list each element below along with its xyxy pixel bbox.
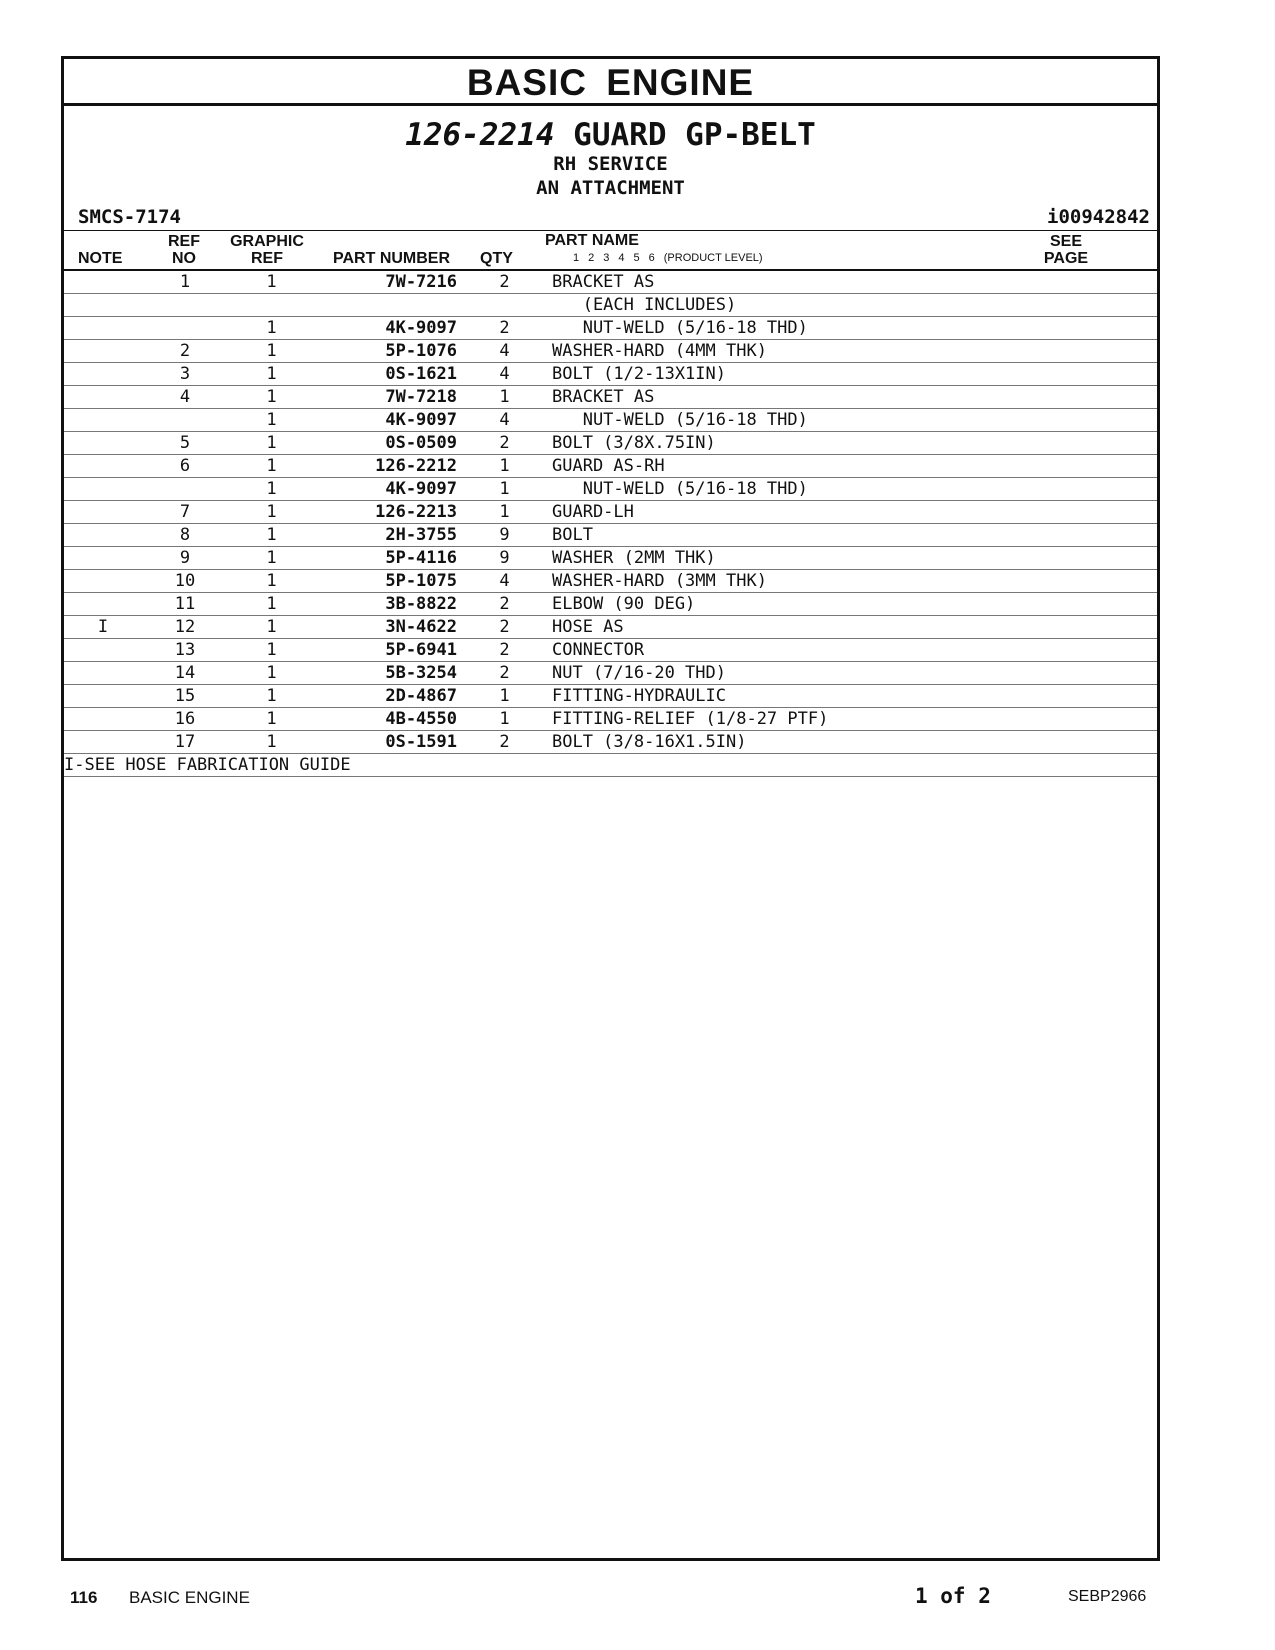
level-6: 6 xyxy=(648,252,655,264)
qty-cell: 2 xyxy=(457,432,552,455)
footnote: I-SEE HOSE FABRICATION GUIDE xyxy=(64,754,1157,777)
graphic-ref-cell: 1 xyxy=(228,662,315,685)
part-number-cell: 0S-0509 xyxy=(315,432,457,455)
col-see-page-line2: PAGE xyxy=(1043,250,1089,267)
col-see-page-line1: SEE xyxy=(1049,233,1082,250)
part-name-cell: FITTING-RELIEF (1/8-27 PTF) xyxy=(552,708,1157,731)
ref-no-cell: 12 xyxy=(142,616,228,639)
table-row xyxy=(64,294,1157,317)
product-levels xyxy=(573,252,772,264)
note-cell xyxy=(64,547,142,570)
note-cell xyxy=(64,455,142,478)
note-cell xyxy=(64,409,142,432)
table-row xyxy=(64,570,1157,593)
part-name-cell: GUARD AS-RH xyxy=(552,455,1157,478)
part-number-cell: 2H-3755 xyxy=(315,524,457,547)
level-2: 2 xyxy=(588,252,595,264)
table-row xyxy=(64,478,1157,501)
part-number-cell: 5P-1075 xyxy=(315,570,457,593)
note-cell xyxy=(64,317,142,340)
qty-cell: 9 xyxy=(457,524,552,547)
ref-no-cell: 1 xyxy=(142,271,228,294)
part-name-cell: WASHER (2MM THK) xyxy=(552,547,1157,570)
col-part-number: PART NUMBER xyxy=(333,250,451,267)
ref-no-cell: 5 xyxy=(142,432,228,455)
section-title-band xyxy=(64,59,1157,106)
page-frame xyxy=(61,56,1160,1561)
smcs-code: SMCS-7174 xyxy=(78,206,181,228)
part-number-cell: 4K-9097 xyxy=(315,478,457,501)
graphic-ref-cell: 1 xyxy=(228,386,315,409)
table-row xyxy=(64,593,1157,616)
graphic-ref-cell: 1 xyxy=(228,524,315,547)
graphic-ref-cell: 1 xyxy=(228,593,315,616)
table-row xyxy=(64,708,1157,731)
id-row xyxy=(64,200,1157,230)
part-number-cell: 0S-1591 xyxy=(315,731,457,754)
qty-cell: 2 xyxy=(457,317,552,340)
qty-cell: 4 xyxy=(457,409,552,432)
ref-no-cell: 10 xyxy=(142,570,228,593)
qty-cell: 1 xyxy=(457,685,552,708)
part-number-cell: 7W-7218 xyxy=(315,386,457,409)
group-part-number: 126-2214 xyxy=(405,117,555,153)
part-name-cell: GUARD-LH xyxy=(552,501,1157,524)
parts-table xyxy=(64,271,1157,777)
graphic-ref-cell: 1 xyxy=(228,708,315,731)
table-row xyxy=(64,271,1157,294)
col-note: NOTE xyxy=(78,250,123,267)
graphic-ref-cell: 1 xyxy=(228,317,315,340)
qty-cell: 2 xyxy=(457,639,552,662)
ref-no-cell: 8 xyxy=(142,524,228,547)
ref-no-cell: 13 xyxy=(142,639,228,662)
footnote-row xyxy=(64,754,1157,777)
level-1: 1 xyxy=(573,252,580,264)
section-title: BASIC ENGINE xyxy=(466,62,755,103)
graphic-ref-cell xyxy=(228,294,315,317)
part-heading xyxy=(64,118,1157,200)
note-cell: I xyxy=(64,616,142,639)
column-header xyxy=(64,230,1157,271)
part-name-cell: NUT-WELD (5/16-18 THD) xyxy=(552,409,1157,432)
note-cell xyxy=(64,685,142,708)
qty-cell: 1 xyxy=(457,386,552,409)
part-heading-main xyxy=(64,118,1157,152)
ref-no-cell: 16 xyxy=(142,708,228,731)
level-4: 4 xyxy=(618,252,625,264)
ref-no-cell xyxy=(142,317,228,340)
part-number-cell: 2D-4867 xyxy=(315,685,457,708)
note-cell xyxy=(64,271,142,294)
part-number-cell: 5P-4116 xyxy=(315,547,457,570)
graphic-ref-cell: 1 xyxy=(228,616,315,639)
table-row xyxy=(64,662,1157,685)
table-row xyxy=(64,455,1157,478)
part-number-cell xyxy=(315,294,457,317)
ref-no-cell: 9 xyxy=(142,547,228,570)
graphic-ref-cell: 1 xyxy=(228,271,315,294)
graphic-ref-cell: 1 xyxy=(228,639,315,662)
graphic-ref-cell: 1 xyxy=(228,432,315,455)
graphic-ref-cell: 1 xyxy=(228,409,315,432)
part-name-cell: NUT (7/16-20 THD) xyxy=(552,662,1157,685)
footer-page-number: 116 xyxy=(70,1588,98,1607)
qty-cell: 1 xyxy=(457,501,552,524)
col-graphic-ref-line1: GRAPHIC xyxy=(230,233,304,250)
level-5: 5 xyxy=(633,252,640,264)
col-part-name: PART NAME xyxy=(545,232,639,249)
table-row xyxy=(64,685,1157,708)
col-ref-no-line1: REF xyxy=(168,233,200,250)
part-number-cell: 126-2212 xyxy=(315,455,457,478)
qty-cell: 4 xyxy=(457,363,552,386)
table-row xyxy=(64,432,1157,455)
graphic-ref-cell: 1 xyxy=(228,731,315,754)
table-row xyxy=(64,547,1157,570)
part-name-cell: BOLT xyxy=(552,524,1157,547)
part-name-cell: ELBOW (90 DEG) xyxy=(552,593,1157,616)
part-number-cell: 5P-6941 xyxy=(315,639,457,662)
ref-no-cell: 6 xyxy=(142,455,228,478)
qty-cell: 9 xyxy=(457,547,552,570)
col-qty: QTY xyxy=(480,250,513,267)
graphic-ref-cell: 1 xyxy=(228,363,315,386)
note-cell xyxy=(64,708,142,731)
col-ref-no-line2: NO xyxy=(172,250,196,267)
note-cell xyxy=(64,501,142,524)
footer-doc-id: SEBP2966 xyxy=(1068,1588,1147,1605)
part-number-cell: 7W-7216 xyxy=(315,271,457,294)
note-cell xyxy=(64,662,142,685)
note-cell xyxy=(64,570,142,593)
table-row xyxy=(64,639,1157,662)
col-ref-no xyxy=(164,233,204,267)
level-3: 3 xyxy=(603,252,610,264)
heading-line-1: RH SERVICE xyxy=(553,153,668,175)
ref-no-cell xyxy=(142,294,228,317)
qty-cell: 1 xyxy=(457,478,552,501)
part-name-cell: FITTING-HYDRAULIC xyxy=(552,685,1157,708)
table-row xyxy=(64,731,1157,754)
part-name-cell: NUT-WELD (5/16-18 THD) xyxy=(552,478,1157,501)
part-number-cell: 4K-9097 xyxy=(315,317,457,340)
product-level-label: (PRODUCT LEVEL) xyxy=(663,252,763,264)
qty-cell: 1 xyxy=(457,455,552,478)
qty-cell: 2 xyxy=(457,662,552,685)
col-graphic-ref-line2: REF xyxy=(251,250,283,267)
part-number-cell: 3B-8822 xyxy=(315,593,457,616)
ref-no-cell: 17 xyxy=(142,731,228,754)
note-cell xyxy=(64,294,142,317)
table-row xyxy=(64,363,1157,386)
footer-section: BASIC ENGINE xyxy=(129,1588,250,1607)
graphic-ref-cell: 1 xyxy=(228,478,315,501)
parts-table-body xyxy=(64,271,1157,754)
part-name-cell: CONNECTOR xyxy=(552,639,1157,662)
table-row xyxy=(64,386,1157,409)
table-row xyxy=(64,616,1157,639)
illustration-id: i00942842 xyxy=(1047,206,1150,228)
graphic-ref-cell: 1 xyxy=(228,455,315,478)
part-name-cell: HOSE AS xyxy=(552,616,1157,639)
qty-cell: 2 xyxy=(457,616,552,639)
ref-no-cell xyxy=(142,478,228,501)
table-row xyxy=(64,340,1157,363)
graphic-ref-cell: 1 xyxy=(228,570,315,593)
graphic-ref-cell: 1 xyxy=(228,501,315,524)
part-name-cell: BRACKET AS xyxy=(552,386,1157,409)
heading-line-2: AN ATTACHMENT xyxy=(536,177,685,199)
ref-no-cell: 14 xyxy=(142,662,228,685)
note-cell xyxy=(64,386,142,409)
part-number-cell: 4K-9097 xyxy=(315,409,457,432)
graphic-ref-cell: 1 xyxy=(228,685,315,708)
ref-no-cell: 7 xyxy=(142,501,228,524)
ref-no-cell: 11 xyxy=(142,593,228,616)
part-number-cell: 0S-1621 xyxy=(315,363,457,386)
qty-cell: 2 xyxy=(457,593,552,616)
table-row xyxy=(64,501,1157,524)
qty-cell: 1 xyxy=(457,708,552,731)
part-number-cell: 5B-3254 xyxy=(315,662,457,685)
note-cell xyxy=(64,432,142,455)
part-name-cell: BRACKET AS xyxy=(552,271,1157,294)
part-number-cell: 4B-4550 xyxy=(315,708,457,731)
part-number-cell: 3N-4622 xyxy=(315,616,457,639)
note-cell xyxy=(64,363,142,386)
footer-page-of: 1 of 2 xyxy=(915,1584,991,1608)
note-cell xyxy=(64,593,142,616)
part-number-cell: 5P-1076 xyxy=(315,340,457,363)
note-cell xyxy=(64,524,142,547)
part-name-cell: BOLT (3/8X.75IN) xyxy=(552,432,1157,455)
qty-cell: 4 xyxy=(457,340,552,363)
ref-no-cell: 3 xyxy=(142,363,228,386)
ref-no-cell: 2 xyxy=(142,340,228,363)
ref-no-cell: 4 xyxy=(142,386,228,409)
table-row xyxy=(64,524,1157,547)
ref-no-cell xyxy=(142,409,228,432)
note-cell xyxy=(64,340,142,363)
part-name-cell: WASHER-HARD (3MM THK) xyxy=(552,570,1157,593)
table-row xyxy=(64,317,1157,340)
part-name-cell: BOLT (3/8-16X1.5IN) xyxy=(552,731,1157,754)
table-row xyxy=(64,409,1157,432)
part-name-cell: WASHER-HARD (4MM THK) xyxy=(552,340,1157,363)
ref-no-cell: 15 xyxy=(142,685,228,708)
qty-cell xyxy=(457,294,552,317)
graphic-ref-cell: 1 xyxy=(228,340,315,363)
qty-cell: 2 xyxy=(457,271,552,294)
qty-cell: 2 xyxy=(457,731,552,754)
group-part-name: GUARD GP-BELT xyxy=(573,117,816,153)
note-cell xyxy=(64,731,142,754)
part-number-cell: 126-2213 xyxy=(315,501,457,524)
qty-cell: 4 xyxy=(457,570,552,593)
note-cell xyxy=(64,478,142,501)
part-name-cell: NUT-WELD (5/16-18 THD) xyxy=(552,317,1157,340)
part-name-cell: (EACH INCLUDES) xyxy=(552,294,1157,317)
note-cell xyxy=(64,639,142,662)
graphic-ref-cell: 1 xyxy=(228,547,315,570)
col-graphic-ref xyxy=(229,233,305,267)
col-see-page xyxy=(1039,233,1093,267)
part-name-cell: BOLT (1/2-13X1IN) xyxy=(552,363,1157,386)
